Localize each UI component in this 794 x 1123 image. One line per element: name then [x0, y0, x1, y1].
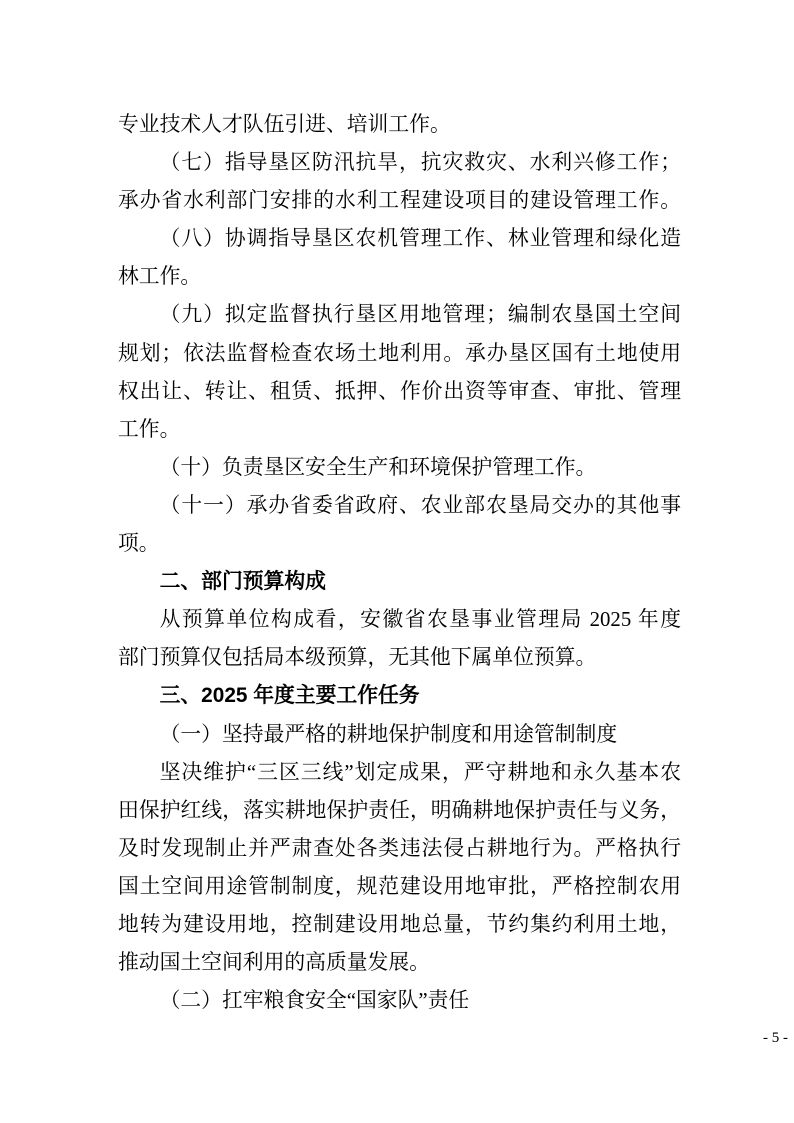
text-line: 承办省水利部门安排的水利工程建设项目的建设管理工作。 — [118, 189, 681, 213]
text-line: 规划；依法监督检查农场土地利用。承办垦区国有土地使用 — [118, 341, 681, 365]
text-line: （十一）承办省委省政府、农业部农垦局交办的其他事 — [159, 493, 681, 517]
text-line: 林工作。 — [118, 265, 202, 289]
section-heading: 三、2025 年度主要工作任务 — [159, 684, 420, 708]
text-line: 部门预算仅包括局本级预算，无其他下属单位预算。 — [118, 646, 597, 670]
text-line: 国土空间用途管制制度，规范建设用地审批，严格控制农用 — [118, 874, 681, 898]
text-line: 专业技术人才队伍引进、培训工作。 — [118, 113, 451, 136]
text-line: 推动国土空间利用的高质量发展。 — [118, 951, 430, 975]
text-line: （七）指导垦区防汛抗旱，抗灾救灾、水利兴修工作； — [159, 151, 681, 175]
sub-heading-line: （一）坚持最严格的耕地保护制度和用途管制制度 — [159, 722, 618, 746]
text-line: 地转为建设用地，控制建设用地总量，节约集约利用土地， — [118, 912, 681, 936]
text-line: 坚决维护“三区三线”划定成果，严守耕地和永久基本农 — [159, 760, 681, 784]
text-line: 及时发现制止并严肃查处各类违法侵占耕地行为。严格执行 — [118, 836, 681, 860]
text-line: 权出让、转让、租赁、抵押、作价出资等审查、审批、管理 — [118, 379, 681, 403]
text-line: 工作。 — [118, 417, 181, 441]
text-line: （八）协调指导垦区农机管理工作、林业管理和绿化造 — [159, 227, 681, 251]
text-line: 项。 — [118, 532, 160, 556]
text-line: （九）拟定监督执行垦区用地管理；编制农垦国土空间 — [159, 303, 681, 327]
sub-heading-line: （二）扛牢粮食安全“国家队”责任 — [159, 989, 470, 1013]
text-line: 田保护红线，落实耕地保护责任，明确耕地保护责任与义务， — [118, 798, 681, 822]
section-heading: 二、部门预算构成 — [159, 570, 326, 594]
page-number: - 5 - — [763, 1030, 788, 1047]
text-line: （十）负责垦区安全生产和环境保护管理工作。 — [159, 455, 597, 479]
text-line: 从预算单位构成看，安徽省农垦事业管理局 2025 年度 — [159, 608, 681, 632]
